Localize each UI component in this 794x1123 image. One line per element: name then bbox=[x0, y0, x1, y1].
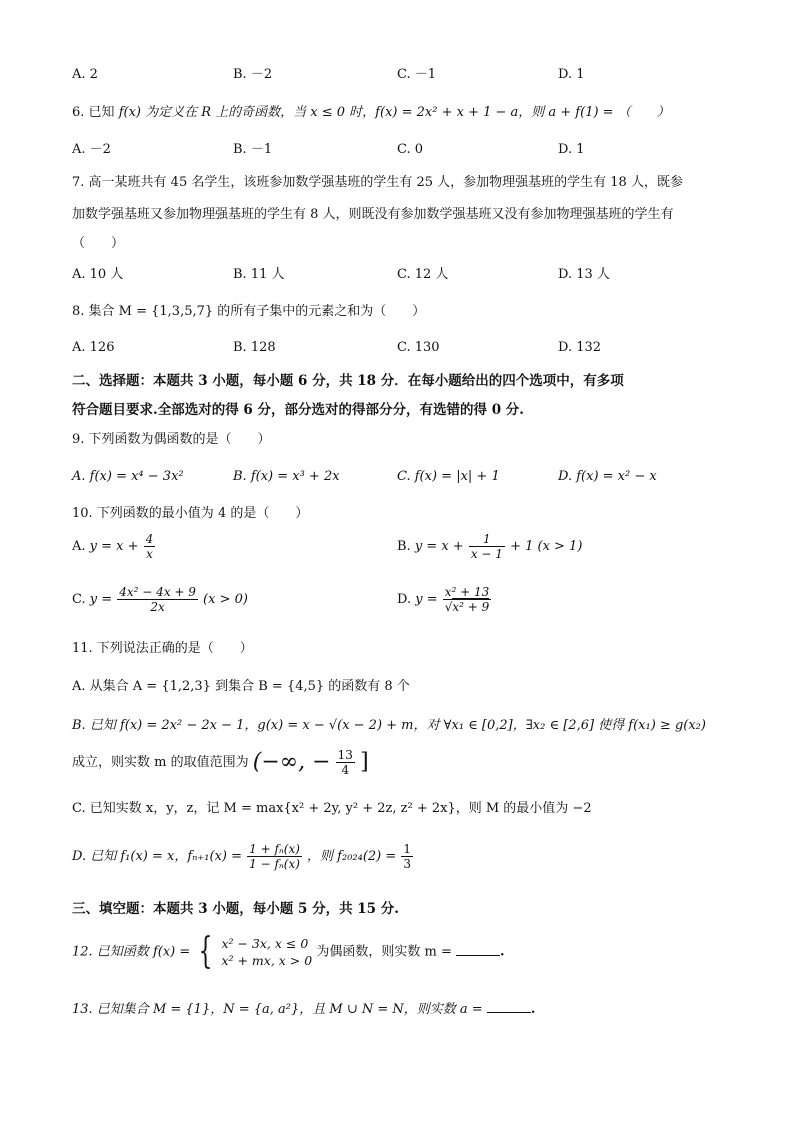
q9-option-b: B. f(x) = x³ + 2x bbox=[233, 469, 340, 484]
q9-options bbox=[72, 468, 732, 486]
q11-d-result-fraction bbox=[401, 842, 413, 871]
q11-b2-den: 4 bbox=[341, 763, 350, 777]
section2-heading-line2: 符合题目要求.全部选对的得 6 分，部分选对的得部分分，有选错的得 0 分. bbox=[72, 402, 524, 418]
q11-d-rden: 3 bbox=[403, 857, 412, 871]
q10-a-den: x bbox=[146, 547, 153, 561]
q6-option-a: A. －2 bbox=[72, 142, 111, 157]
q10-option-a bbox=[72, 532, 156, 561]
q10-c-fraction bbox=[117, 585, 198, 614]
q10-d-num: x² + 13 bbox=[443, 585, 492, 600]
q10-d-label: D. bbox=[397, 592, 412, 607]
q9-option-a: A. f(x) = x⁴ − 3x² bbox=[72, 469, 184, 484]
q6-option-b: B. －1 bbox=[233, 142, 273, 157]
q13-text: 13. 已知集合 M = {1}，N = {a, a²}，且 M ∪ N = N，则实数 a = bbox=[72, 1002, 483, 1017]
q6-prefix: 6. 已知 bbox=[72, 105, 115, 120]
q7-option-a: A. 10 人 bbox=[72, 267, 124, 282]
section3-heading: 三、填空题：本题共 3 小题，每小题 5 分，共 15 分. bbox=[72, 901, 399, 917]
q6-option-c: C. 0 bbox=[397, 142, 424, 157]
q6-option-d: D. 1 bbox=[558, 142, 585, 157]
q7-option-d: D. 13 人 bbox=[558, 267, 610, 282]
q11-d-pre: D. 已知 f₁(x) = x，fₙ₊₁(x) = bbox=[72, 849, 242, 864]
q11-question: 11. 下列说法正确的是（ ） bbox=[72, 641, 253, 656]
q6-options bbox=[72, 141, 732, 159]
q12-question: 12. 已知函数 f(x) = { x² − 3x, x ≤ 0 x² + mx, x > 0 为偶函数，则实数 m = . bbox=[72, 931, 505, 972]
q8-option-a: A. 126 bbox=[72, 340, 115, 355]
q10-b-fraction bbox=[469, 532, 505, 561]
q11-d-den: 1 − fₙ(x) bbox=[249, 857, 300, 871]
q11-option-d bbox=[72, 842, 414, 871]
q5-option-a: A. 2 bbox=[72, 67, 98, 82]
q10-a-fraction bbox=[144, 532, 156, 561]
q9-option-c: C. f(x) = |x| + 1 bbox=[397, 469, 500, 484]
q7-line1: 7. 高一某班共有 45 名学生，该班参加数学强基班的学生有 25 人，参加物理强基班的学生有 18 人，既参 bbox=[72, 175, 683, 190]
q10-d-fraction bbox=[443, 585, 492, 614]
q9-question: 9. 下列函数为偶函数的是（ ） bbox=[72, 432, 271, 447]
q11-b2-num: 13 bbox=[337, 748, 353, 762]
q7-option-b: B. 11 人 bbox=[233, 267, 285, 282]
q10-d-den: x² + 9 bbox=[452, 600, 490, 614]
q8-option-b: B. 128 bbox=[233, 340, 276, 355]
q10-c-rhs: (x > 0) bbox=[203, 592, 248, 607]
q10-b-label: B. bbox=[397, 539, 411, 554]
q11-option-b-line1: B. 已知 f(x) = 2x² − 2x − 1，g(x) = x − √(x − 2) + m，对 ∀x₁ ∈ [0,2]，∃x₂ ∈ [2,6] 使得 f(x₁) ≥ g(x₂) bbox=[72, 718, 706, 733]
q12-post: 为偶函数，则实数 m = bbox=[316, 944, 452, 960]
q11-d-rnum: 1 bbox=[403, 842, 412, 856]
q10-option-d bbox=[397, 585, 492, 614]
q11-d-num: 1 + fₙ(x) bbox=[249, 842, 300, 856]
q10-d-lhs: y = bbox=[415, 592, 438, 607]
q9-option-d: D. f(x) = x² − x bbox=[558, 469, 657, 484]
q5-options bbox=[72, 66, 732, 84]
q10-c-den: 2x bbox=[150, 600, 165, 614]
q10-c-lhs: y = bbox=[89, 592, 113, 607]
q12-case1: x² − 3x, x ≤ 0 bbox=[221, 936, 309, 951]
left-brace-icon: { bbox=[198, 931, 213, 972]
q10-b-num: 1 bbox=[469, 532, 505, 547]
q12-case2: x² + mx, x > 0 bbox=[221, 953, 313, 968]
q13-question: 13. 已知集合 M = {1}，N = {a, a²}，且 M ∪ N = N，则实数 a = . bbox=[72, 1002, 536, 1017]
q11-b2-fraction bbox=[336, 748, 355, 777]
q10-question: 10. 下列函数的最小值为 4 的是（ ） bbox=[72, 506, 309, 521]
q11-b2-pre: 成立，则实数 m 的取值范围为 bbox=[72, 755, 249, 770]
q7-option-c: C. 12 人 bbox=[397, 267, 449, 282]
q5-option-d: D. 1 bbox=[558, 67, 585, 82]
q7-line3: （ ） bbox=[72, 236, 125, 251]
sqrt-icon: √ bbox=[444, 600, 453, 614]
q13-answer-blank[interactable] bbox=[487, 1000, 531, 1013]
q8-options bbox=[72, 339, 732, 357]
q11-option-c: C. 已知实数 x，y，z，记 M = max{x² + 2y, y² + 2z, z² + 2x}，则 M 的最小值为 −2 bbox=[72, 801, 592, 816]
q8-option-d: D. 132 bbox=[558, 340, 602, 355]
q10-b-den: x − 1 bbox=[470, 547, 503, 561]
q5-option-c: C. －1 bbox=[397, 67, 437, 82]
q10-option-b bbox=[397, 532, 582, 561]
section2-heading-line1: 二、选择题：本题共 3 小题，每小题 6 分，共 18 分．在每小题给出的四个选项中，有多项 bbox=[72, 373, 624, 389]
q11-d-mid: ，则 f₂₀₂₄(2) = bbox=[307, 849, 397, 864]
q10-b-rhs: + 1 (x > 1) bbox=[510, 539, 583, 554]
q10-b-lhs: y = x + bbox=[414, 539, 464, 554]
q12-cases bbox=[221, 935, 312, 969]
q10-a-num: 4 bbox=[145, 532, 154, 546]
q10-a-lhs: y = x + bbox=[89, 539, 139, 554]
q8-option-c: C. 130 bbox=[397, 340, 440, 355]
q8-question: 8. 集合 M = {1,3,5,7} 的所有子集中的元素之和为（ ） bbox=[72, 304, 426, 319]
q12-pre: 12. 已知函数 f(x) = bbox=[72, 944, 191, 960]
q11-option-b-line2 bbox=[72, 748, 369, 777]
q11-d-fraction bbox=[247, 842, 302, 871]
q11-b2-close: ] bbox=[360, 749, 369, 775]
q10-option-c bbox=[72, 585, 248, 614]
q11-option-a: A. 从集合 A = {1,2,3} 到集合 B = {4,5} 的函数有 8 个 bbox=[72, 679, 410, 694]
q6-question bbox=[72, 104, 670, 122]
q10-a-label: A. bbox=[72, 539, 86, 554]
q11-b2-open: (−∞, − bbox=[252, 749, 331, 775]
q10-c-label: C. bbox=[72, 592, 86, 607]
q12-answer-blank[interactable] bbox=[456, 943, 500, 956]
q10-c-num: 4x² − 4x + 9 bbox=[119, 585, 196, 599]
q6-text: f(x) 为定义在 R 上的奇函数，当 x ≤ 0 时，f(x) = 2x² + x + 1 − a，则 a + f(1) = （ ） bbox=[118, 105, 670, 120]
q7-options bbox=[72, 266, 732, 284]
q5-option-b: B. －2 bbox=[233, 67, 273, 82]
q7-line2: 加数学强基班又参加物理强基班的学生有 8 人，则既没有参加数学强基班又没有参加物理强基班的学生有 bbox=[72, 207, 674, 222]
